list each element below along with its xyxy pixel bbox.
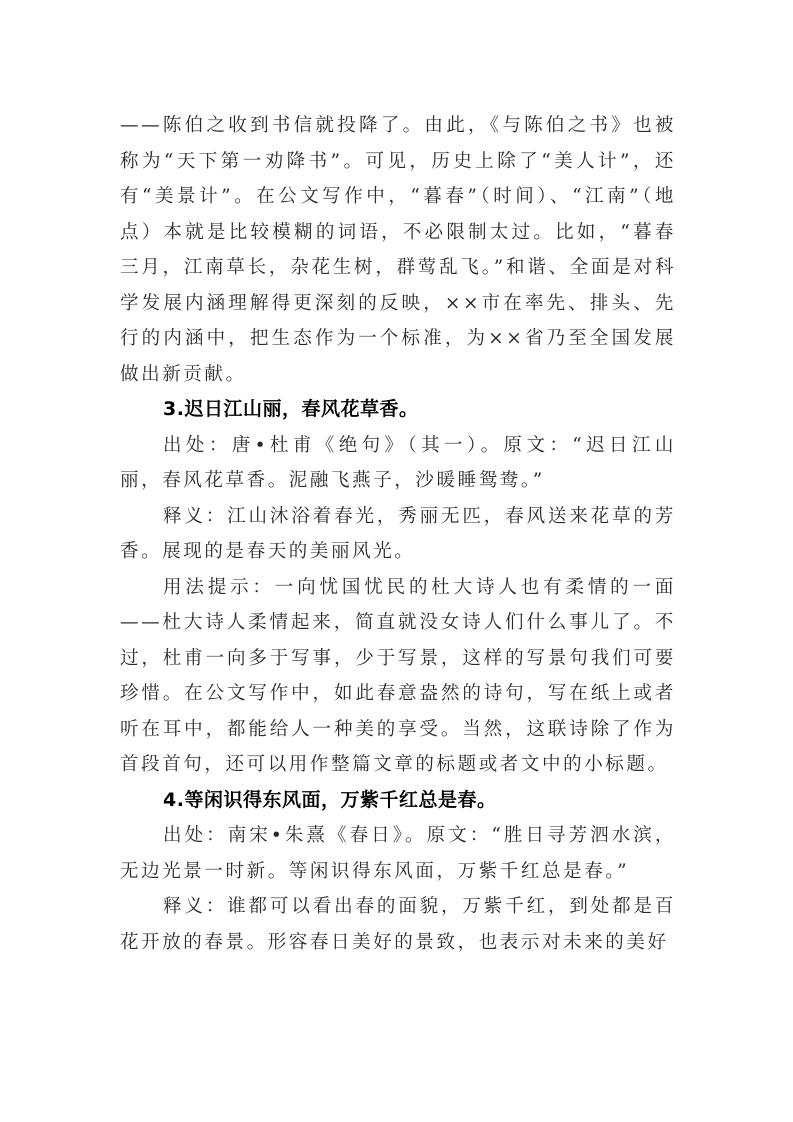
paragraph-source-4: 出处：南宋•朱熹《春日》。原文：“胜日寻芳泗水滨，无边光景一时新。等闲识得东风面，万紫千红总是春。” [120, 825, 676, 882]
section-heading-4: 4.等闲识得东风面，万紫千红总是春。 [163, 788, 497, 811]
paragraph-continuation: ——陈伯之收到书信就投降了。由此，《与陈伯之书》也被称为“天下第一劝降书”。可见，历史上除了“美人计”，还有“美景计”。在公文写作中，“暮春”（时间）、“江南”（地点）本就是比较模糊的词语，不必限制太过。比如，“暮春三月，江南草长，杂花生树，群莺乱飞。”和谐、全面是对科学发展内涵理解得更深刻的反映，××市在率先、排头、先行的内涵中，把生态作为一个标准，为××省乃至全国发展做出新贡献。 [120, 115, 676, 385]
paragraph-meaning-4: 释义：谁都可以看出春的面貌，万紫千红，到处都是百花开放的春景。形容春日美好的景致，也表示对未来的美好 [120, 896, 676, 953]
document-page [120, 108, 676, 960]
paragraph-usage-3: 用法提示：一向忧国忧民的杜大诗人也有柔情的一面——杜大诗人柔情起来，简直就没女诗人们什么事儿了。不过，杜甫一向多于写事，少于写景，这样的写景句我们可要珍惜。在公文写作中，如此春意盎然的诗句，写在纸上或者听在耳中，都能给人一种美的享受。当然，这联诗除了作为首段首句，还可以用作整篇文章的标题或者文中的小标题。 [120, 576, 676, 775]
paragraph-meaning-3: 释义：江山沐浴着春光，秀丽无匹，春风送来花草的芳香。展现的是春天的美丽风光。 [120, 505, 676, 562]
section-heading-3: 3.迟日江山丽，春风花草香。 [163, 398, 419, 420]
paragraph-source-3: 出处：唐•杜甫《绝句》（其一）。原文：“迟日江山丽，春风花草香。泥融飞燕子，沙暖睡鸳鸯。” [120, 434, 676, 491]
